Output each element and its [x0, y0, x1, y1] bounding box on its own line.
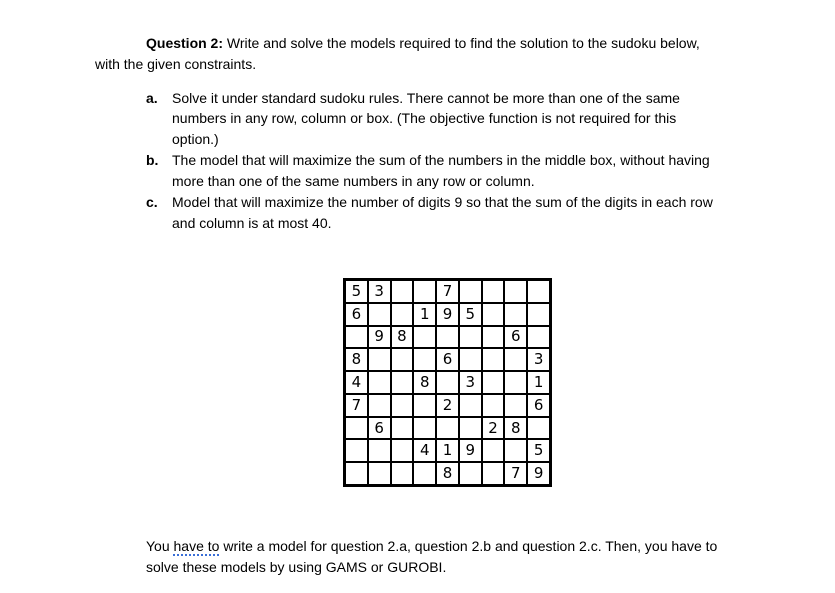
sudoku-cell: [527, 326, 550, 349]
sudoku-cell: [345, 326, 368, 349]
sudoku-cell: [527, 280, 550, 303]
sudoku-cell: [368, 394, 391, 417]
sudoku-cell: 6: [527, 394, 550, 417]
sudoku-cell: 6: [345, 303, 368, 326]
sudoku-cell: [527, 303, 550, 326]
sudoku-grid: [343, 278, 552, 487]
sudoku-cell: [459, 326, 482, 349]
sudoku-cell: [391, 280, 414, 303]
sudoku-cell: 2: [482, 417, 505, 440]
item-c-marker: c.: [146, 194, 158, 210]
item-b-marker: b.: [146, 152, 159, 168]
sudoku-cell: [413, 394, 436, 417]
sudoku-cell: 7: [436, 280, 459, 303]
sudoku-cell: 9: [527, 462, 550, 485]
item-b-line2: more than one of the same numbers in any row or column.: [172, 173, 535, 189]
sudoku-cell: [482, 280, 505, 303]
sudoku-cell: 6: [368, 417, 391, 440]
sudoku-cell: 4: [413, 439, 436, 462]
sudoku-cell: [391, 371, 414, 394]
sudoku-cell: [482, 326, 505, 349]
sudoku-cell: [482, 394, 505, 417]
sudoku-cell: [413, 462, 436, 485]
sudoku-cell: [459, 348, 482, 371]
sudoku-cell: 7: [345, 394, 368, 417]
sudoku-cell: 8: [413, 371, 436, 394]
sudoku-cell: [368, 371, 391, 394]
sudoku-cell: [391, 394, 414, 417]
sudoku-cell: 5: [527, 439, 550, 462]
sudoku-cell: 1: [436, 439, 459, 462]
sudoku-cell: [391, 462, 414, 485]
sudoku-cell: [459, 280, 482, 303]
sudoku-cell: [504, 394, 527, 417]
sudoku-cell: 3: [368, 280, 391, 303]
sudoku-cell: [436, 417, 459, 440]
sudoku-cell: 8: [436, 462, 459, 485]
sudoku-cell: 8: [391, 326, 414, 349]
sudoku-cell: 3: [527, 348, 550, 371]
footer-line2: solve these models by using GAMS or GUROBI.: [146, 559, 447, 575]
sudoku-cell: [368, 348, 391, 371]
sudoku-cell: [504, 303, 527, 326]
sudoku-cell: [391, 417, 414, 440]
sudoku-cell: [459, 394, 482, 417]
sudoku-cell: [391, 303, 414, 326]
sudoku-cell: [436, 326, 459, 349]
sudoku-cell: [436, 371, 459, 394]
sudoku-cell: [504, 439, 527, 462]
footer-line1: [146, 536, 717, 556]
sudoku-cell: 5: [345, 280, 368, 303]
sudoku-cell: [482, 462, 505, 485]
sudoku-cell: [504, 348, 527, 371]
sudoku-cell: [391, 348, 414, 371]
item-c-line1: Model that will maximize the number of digits 9 so that the sum of the digits in each row: [172, 194, 713, 210]
sudoku-cell: 6: [504, 326, 527, 349]
sudoku-cell: [413, 417, 436, 440]
question-intro-line2: with the given constraints.: [95, 56, 257, 72]
sudoku-cell: [504, 371, 527, 394]
footer-line1-pre: You: [146, 538, 174, 554]
item-a-line1: Solve it under standard sudoku rules. There cannot be more than one of the same: [172, 90, 680, 106]
sudoku-cell: [482, 348, 505, 371]
item-a-line2: numbers in any row, column or box. (The objective function is not required for this: [172, 110, 677, 126]
sudoku-cell: 4: [345, 371, 368, 394]
sudoku-cell: [368, 462, 391, 485]
sudoku-cell: [345, 462, 368, 485]
sudoku-cell: [482, 439, 505, 462]
item-c-line2: and column is at most 40.: [172, 215, 332, 231]
sudoku-cell: 3: [459, 371, 482, 394]
item-a-line3: option.): [172, 131, 219, 147]
sudoku-cell: 9: [368, 326, 391, 349]
sudoku-cell: [459, 462, 482, 485]
item-a-marker: a.: [146, 90, 158, 106]
sudoku-cell: [413, 280, 436, 303]
sudoku-cell: [345, 417, 368, 440]
item-b-line1: The model that will maximize the sum of the numbers in the middle box, without having: [172, 152, 710, 168]
sudoku-cell: [345, 439, 368, 462]
sudoku-cell: 8: [504, 417, 527, 440]
question-intro: [146, 33, 700, 53]
sudoku-cell: [459, 417, 482, 440]
sudoku-cell: 5: [459, 303, 482, 326]
sudoku-cell: [368, 439, 391, 462]
sudoku-cell: [482, 303, 505, 326]
sudoku-cell: 9: [459, 439, 482, 462]
sudoku-cell: 9: [436, 303, 459, 326]
sudoku-cell: 1: [413, 303, 436, 326]
sudoku-cell: [368, 303, 391, 326]
question-title: Question 2:: [146, 35, 224, 51]
sudoku-cell: 7: [504, 462, 527, 485]
sudoku-cell: [504, 280, 527, 303]
footer-line1-post: write a model for question 2.a, question 2.b and question 2.c. Then, you have to: [219, 538, 718, 554]
sudoku-cell: [391, 439, 414, 462]
sudoku-cell: [527, 417, 550, 440]
sudoku-cell: [413, 348, 436, 371]
sudoku-cell: 1: [527, 371, 550, 394]
sudoku-cell: [413, 326, 436, 349]
sudoku-cell: 8: [345, 348, 368, 371]
question-intro-text: Write and solve the models required to find the solution to the sudoku below,: [223, 35, 700, 51]
sudoku-cell: [482, 371, 505, 394]
sudoku-cell: 2: [436, 394, 459, 417]
footer-underlined-text: have to: [173, 538, 220, 554]
sudoku-cell: 6: [436, 348, 459, 371]
